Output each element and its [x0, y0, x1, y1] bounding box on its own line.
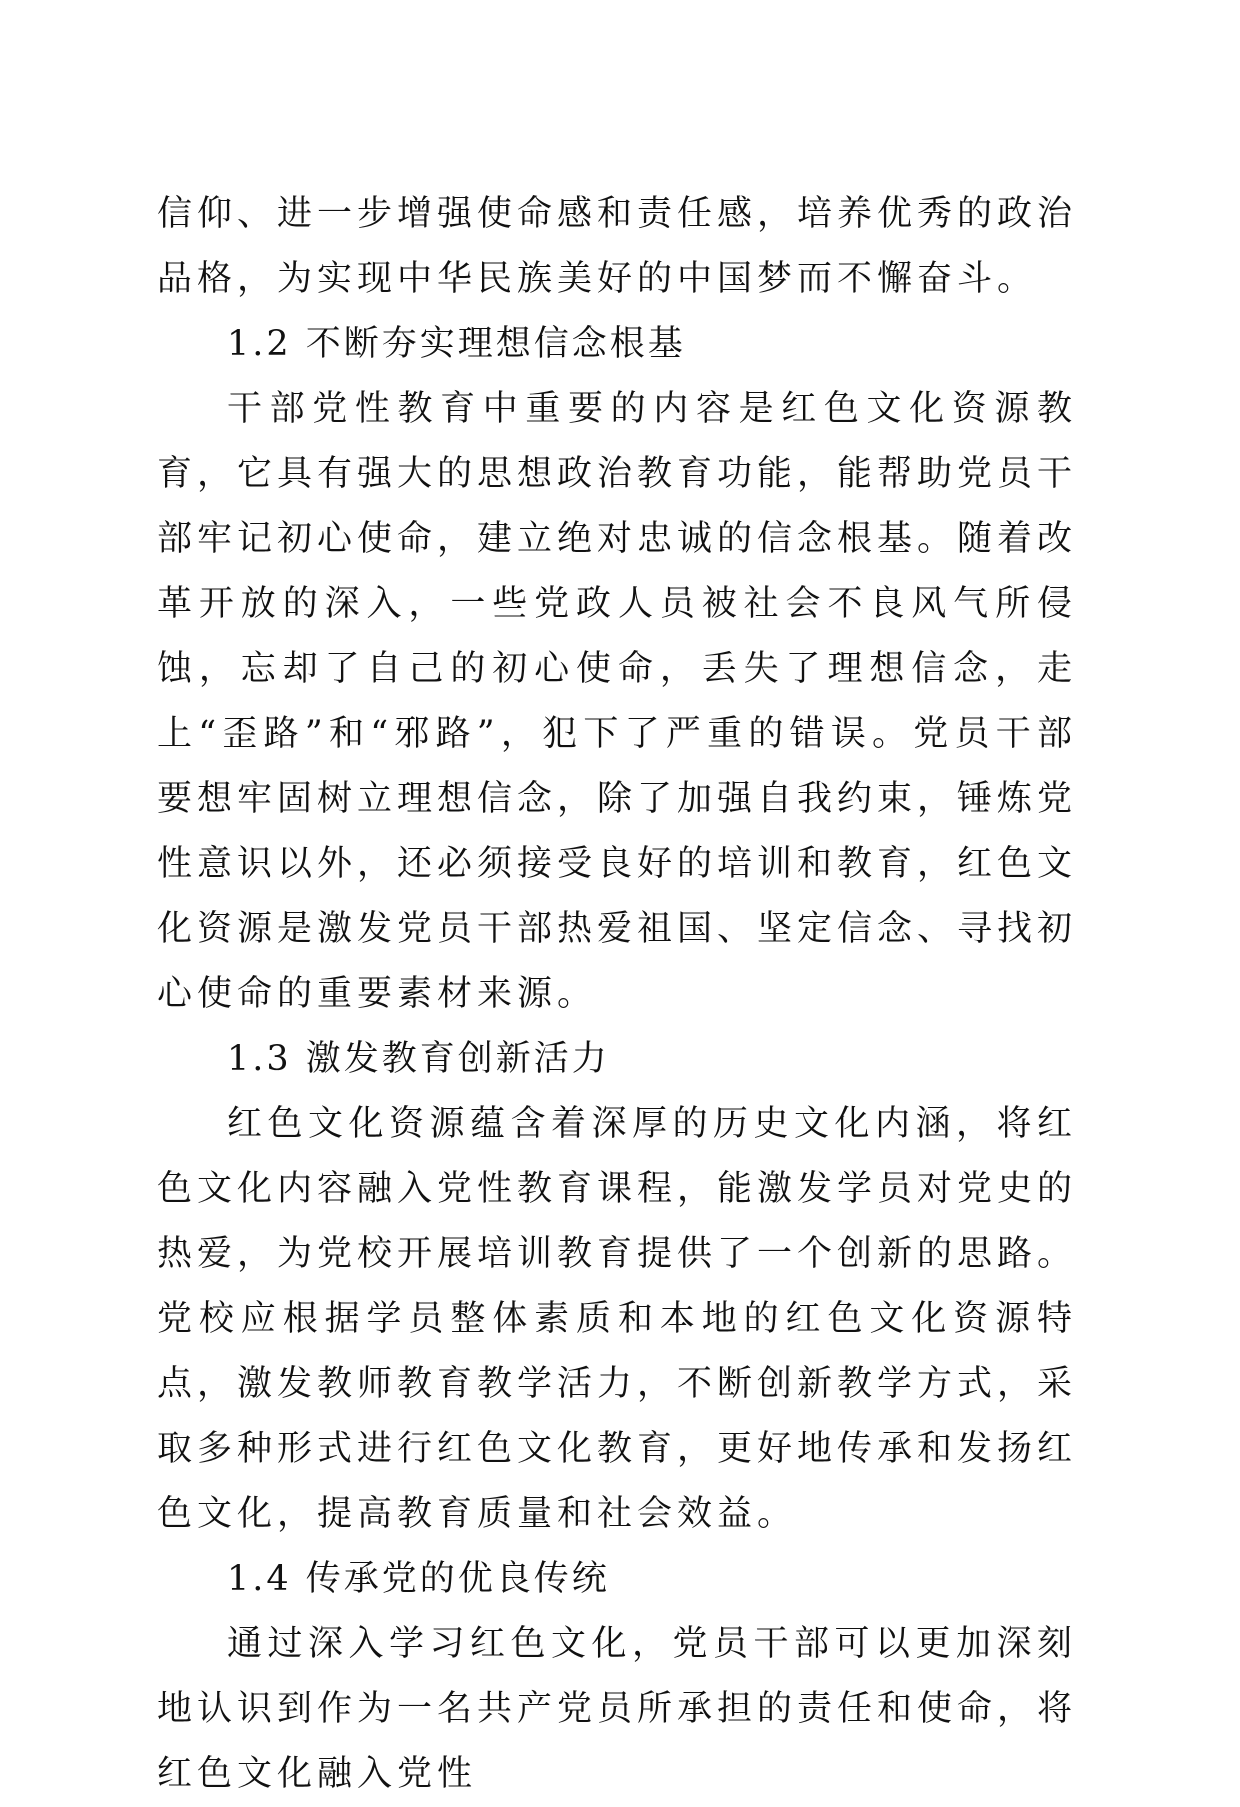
paragraph-continuation: 信仰、进一步增强使命感和责任感，培养优秀的政治品格，为实现中华民族美好的中国梦而不懈奋斗。	[157, 194, 1078, 299]
section-heading-1-2: 1.2 不断夯实理想信念根基	[227, 324, 686, 364]
section-heading-1-3: 1.3 激发教育创新活力	[227, 1039, 610, 1079]
section-heading-1-4: 1.4 传承党的优良传统	[227, 1559, 610, 1599]
paragraph-ideals-foundation: 干部党性教育中重要的内容是红色文化资源教育，它具有强大的思想政治教育功能，能帮助党员干部牢记初心使命，建立绝对忠诚的信念根基。随着改革开放的深入，一些党政人员被社会不良风气所侵蚀，忘却了自己的初心使命，丢失了理想信念，走上“歪路”和“邪路”，犯下了严重的错误。党员干部要想牢固树立理想信念，除了加强自我约束，锤炼党性意识以外，还必须接受良好的培训和教育，红色文化资源是激发党员干部热爱祖国、坚定信念、寻找初心使命的重要素材来源。	[157, 389, 1078, 1014]
paragraph-fine-traditions: 通过深入学习红色文化，党员干部可以更加深刻地认识到作为一名共产党员所承担的责任和使命，将红色文化融入党性	[157, 1624, 1078, 1794]
paragraph-innovation-vitality: 红色文化资源蕴含着深厚的历史文化内涵，将红色文化内容融入党性教育课程，能激发学员对党史的热爱，为党校开展培训教育提供了一个创新的思路。党校应根据学员整体素质和本地的红色文化资源特点，激发教师教育教学活力，不断创新教学方式，采取多种形式进行红色文化教育，更好地传承和发扬红色文化，提高教育质量和社会效益。	[157, 1104, 1078, 1534]
document-body	[157, 182, 1077, 1807]
